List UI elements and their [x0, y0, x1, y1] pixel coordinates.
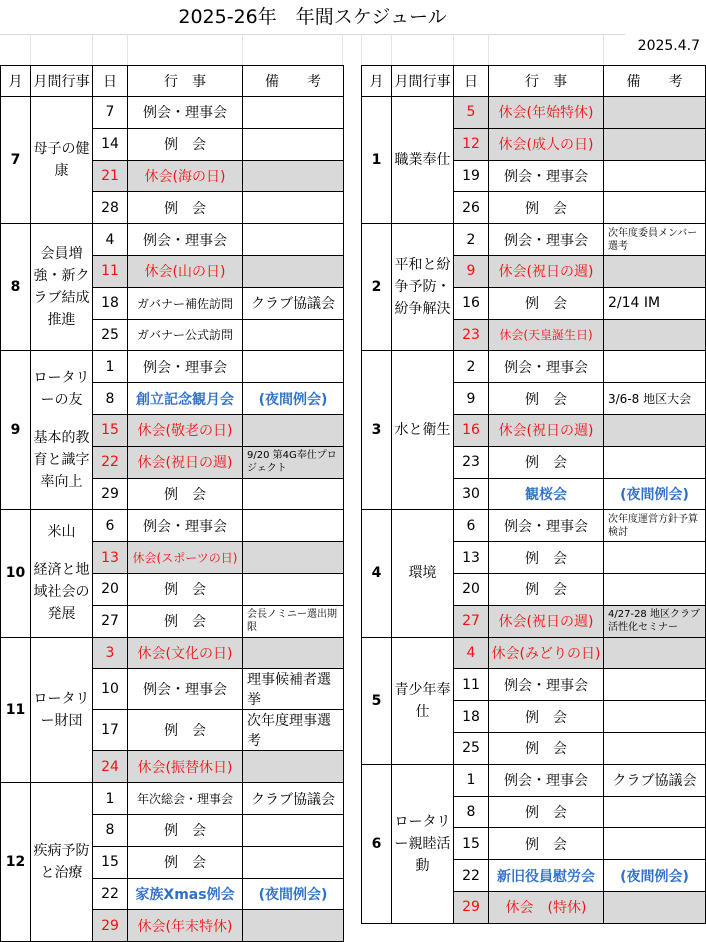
- event-cell: 例 会: [128, 573, 243, 605]
- event-cell: 例 会: [489, 383, 604, 415]
- note-cell: [604, 255, 706, 287]
- event-cell: 例 会: [489, 542, 604, 574]
- event-cell: 休会(海の日): [128, 160, 243, 192]
- day-cell: 22: [93, 446, 128, 478]
- note-cell: [604, 701, 706, 733]
- event-cell: 休会(敬老の日): [128, 414, 243, 446]
- day-cell: 23: [454, 319, 489, 351]
- schedule-row: [1, 637, 344, 669]
- day-cell: 3: [93, 637, 128, 669]
- note-cell: [604, 542, 706, 574]
- note-cell: 次年度委員メンバー選考: [604, 224, 706, 256]
- note-cell: [604, 414, 706, 446]
- note-cell: [243, 814, 344, 846]
- month-cell: 1: [362, 97, 392, 224]
- day-cell: 27: [454, 605, 489, 637]
- note-cell: [243, 319, 344, 351]
- month-cell: 10: [1, 510, 31, 637]
- header-month: 月: [1, 66, 31, 97]
- event-cell: ガバナー公式訪問: [128, 319, 243, 351]
- header-month: 月: [362, 66, 392, 97]
- event-cell: 例会・理事会: [489, 351, 604, 383]
- header-event: 行 事: [128, 66, 243, 97]
- day-cell: 19: [454, 160, 489, 192]
- schedule-row: [1, 224, 344, 256]
- day-cell: 1: [454, 764, 489, 796]
- note-cell: [243, 128, 344, 160]
- page-title: 2025-26年 年間スケジュール: [0, 0, 625, 35]
- note-cell: [243, 351, 344, 383]
- schedule-row: [1, 97, 344, 129]
- monthly-theme: [392, 97, 454, 224]
- event-cell: 観桜会: [489, 478, 604, 510]
- month-cell: 5: [362, 637, 392, 764]
- day-cell: 20: [454, 573, 489, 605]
- month-cell: 3: [362, 351, 392, 510]
- event-cell: 例会・理事会: [489, 764, 604, 796]
- day-cell: 29: [93, 478, 128, 510]
- note-cell: [604, 891, 706, 923]
- event-cell: 例 会: [489, 573, 604, 605]
- day-cell: 9: [454, 383, 489, 415]
- day-cell: 29: [93, 910, 128, 942]
- schedule-row: [362, 510, 706, 542]
- header-note: 備 考: [604, 66, 706, 97]
- day-cell: 15: [93, 846, 128, 878]
- theme-text: 会員増強・新クラブ結成推進: [33, 246, 90, 329]
- theme-text: 経済と地域社会の発展: [33, 562, 90, 623]
- note-cell: [604, 573, 706, 605]
- note-cell: [604, 446, 706, 478]
- note-cell: クラブ協議会: [243, 287, 344, 319]
- day-cell: 7: [93, 97, 128, 129]
- schedule-row: [362, 224, 706, 256]
- event-cell: 家族Xmas例会: [128, 878, 243, 910]
- day-cell: 4: [93, 224, 128, 256]
- event-cell: 休会(祝日の週): [489, 605, 604, 637]
- event-cell: 例 会: [489, 732, 604, 764]
- day-cell: 1: [93, 783, 128, 815]
- note-cell: (夜間例会): [243, 878, 344, 910]
- day-cell: 27: [93, 605, 128, 637]
- theme-text: 水と衛生: [394, 422, 451, 439]
- day-cell: 8: [93, 383, 128, 415]
- event-cell: 例会・理事会: [128, 510, 243, 542]
- theme-text: 基本的教育と識字率向上: [33, 430, 90, 491]
- day-cell: 4: [454, 637, 489, 669]
- event-cell: 例 会: [128, 814, 243, 846]
- note-cell: [604, 97, 706, 129]
- month-cell: 8: [1, 224, 31, 351]
- note-cell: 次年度理事選考: [243, 710, 344, 751]
- month-cell: 7: [1, 97, 31, 224]
- event-cell: 例会・理事会: [128, 669, 243, 710]
- day-cell: 25: [93, 319, 128, 351]
- day-cell: 26: [454, 192, 489, 224]
- day-cell: 23: [454, 446, 489, 478]
- day-cell: 24: [93, 751, 128, 783]
- note-cell: クラブ協議会: [243, 783, 344, 815]
- day-cell: 28: [93, 192, 128, 224]
- monthly-theme: [392, 764, 454, 923]
- note-cell: 理事候補者選挙: [243, 669, 344, 710]
- event-cell: 例 会: [489, 192, 604, 224]
- note-cell: (夜間例会): [604, 860, 706, 892]
- note-cell: [243, 160, 344, 192]
- theme-text: 環境: [408, 565, 437, 582]
- note-cell: 2/14 IM: [604, 287, 706, 319]
- event-cell: 例 会: [489, 796, 604, 828]
- event-cell: 例 会: [128, 478, 243, 510]
- note-cell: [604, 192, 706, 224]
- note-cell: 会長ノミニー選出期限: [243, 605, 344, 637]
- day-cell: 6: [454, 510, 489, 542]
- note-cell: [604, 637, 706, 669]
- note-cell: 9/20 第4G奉仕プロジェクト: [243, 446, 344, 478]
- monthly-theme: [31, 351, 93, 510]
- header-theme: 月間行事: [392, 66, 454, 97]
- note-cell: [243, 573, 344, 605]
- note-cell: 次年度運営方針予算検討: [604, 510, 706, 542]
- event-cell: 休会(成人の日): [489, 128, 604, 160]
- monthly-theme: [31, 510, 93, 637]
- month-cell: 2: [362, 224, 392, 351]
- event-cell: 年次総会・理事会: [128, 783, 243, 815]
- day-cell: 21: [93, 160, 128, 192]
- note-cell: 4/27-28 地区クラブ活性化セミナー: [604, 605, 706, 637]
- event-cell: 例 会: [489, 701, 604, 733]
- note-cell: (夜間例会): [604, 478, 706, 510]
- day-cell: 5: [454, 97, 489, 129]
- event-cell: 休会(年始特休): [489, 97, 604, 129]
- note-cell: [243, 846, 344, 878]
- event-cell: 例会・理事会: [489, 510, 604, 542]
- event-cell: 休会(祝日の週): [489, 255, 604, 287]
- note-cell: [604, 160, 706, 192]
- event-cell: 休会(文化の日): [128, 637, 243, 669]
- event-cell: 例会・理事会: [128, 224, 243, 256]
- schedule-row: [362, 764, 706, 796]
- header-row: [1, 66, 344, 97]
- header-day: 日: [93, 66, 128, 97]
- day-cell: 11: [93, 255, 128, 287]
- day-cell: 18: [93, 287, 128, 319]
- day-cell: 22: [93, 878, 128, 910]
- event-cell: 例会・理事会: [128, 97, 243, 129]
- event-cell: 新旧役員慰労会: [489, 860, 604, 892]
- monthly-theme: [392, 224, 454, 351]
- day-cell: 2: [454, 224, 489, 256]
- month-cell: 6: [362, 764, 392, 923]
- schedule-row: [1, 351, 344, 383]
- day-cell: 10: [93, 669, 128, 710]
- event-cell: 休会(スポーツの日): [128, 542, 243, 574]
- day-cell: 9: [454, 255, 489, 287]
- header-event: 行 事: [489, 66, 604, 97]
- note-cell: [243, 910, 344, 942]
- theme-text: 米山: [47, 524, 76, 541]
- day-cell: 25: [454, 732, 489, 764]
- event-cell: 休会(みどりの日): [489, 637, 604, 669]
- event-cell: 例 会: [489, 828, 604, 860]
- note-cell: [243, 414, 344, 446]
- note-cell: 3/6-8 地区大会: [604, 383, 706, 415]
- month-cell: 9: [1, 351, 31, 510]
- day-cell: 12: [454, 128, 489, 160]
- event-cell: 例 会: [128, 192, 243, 224]
- day-cell: 18: [454, 701, 489, 733]
- note-cell: [604, 732, 706, 764]
- day-cell: 20: [93, 573, 128, 605]
- event-cell: 例 会: [128, 605, 243, 637]
- event-cell: 例会・理事会: [489, 160, 604, 192]
- day-cell: 1: [93, 351, 128, 383]
- day-cell: 16: [454, 287, 489, 319]
- note-cell: [604, 669, 706, 701]
- revision-date: 2025.4.7: [637, 38, 700, 54]
- event-cell: 例 会: [489, 287, 604, 319]
- day-cell: 15: [93, 414, 128, 446]
- day-cell: 14: [93, 128, 128, 160]
- event-cell: 例 会: [489, 446, 604, 478]
- theme-text: ロータリー親睦活動: [394, 813, 451, 874]
- note-cell: クラブ協議会: [604, 764, 706, 796]
- event-cell: 例会・理事会: [128, 351, 243, 383]
- schedule-table-left: [0, 65, 344, 942]
- schedule-table-right: [361, 65, 706, 924]
- monthly-theme: [392, 637, 454, 764]
- note-cell: [243, 478, 344, 510]
- theme-text: 平和と紛争予防・紛争解決: [394, 257, 451, 318]
- month-cell: 12: [1, 783, 31, 942]
- day-cell: 11: [454, 669, 489, 701]
- event-cell: 休会(祝日の週): [489, 414, 604, 446]
- monthly-theme: [392, 510, 454, 637]
- monthly-theme: [31, 637, 93, 783]
- monthly-theme: [31, 783, 93, 942]
- theme-text: 母子の健康: [33, 141, 90, 180]
- header-row: [362, 66, 706, 97]
- event-cell: 休会(山の日): [128, 255, 243, 287]
- note-cell: (夜間例会): [243, 383, 344, 415]
- day-cell: 16: [454, 414, 489, 446]
- note-cell: [243, 637, 344, 669]
- day-cell: 15: [454, 828, 489, 860]
- day-cell: 2: [454, 351, 489, 383]
- event-cell: ガバナー補佐訪問: [128, 287, 243, 319]
- note-cell: [604, 828, 706, 860]
- event-cell: 例会・理事会: [489, 224, 604, 256]
- note-cell: [604, 319, 706, 351]
- day-cell: 29: [454, 891, 489, 923]
- event-cell: 例会・理事会: [489, 669, 604, 701]
- theme-text: ロータリー財団: [33, 690, 90, 729]
- event-cell: 休会(天皇誕生日): [489, 319, 604, 351]
- schedule-row: [1, 510, 344, 542]
- day-cell: 17: [93, 710, 128, 751]
- event-cell: 休会(祝日の週): [128, 446, 243, 478]
- event-cell: 例 会: [128, 710, 243, 751]
- note-cell: [604, 351, 706, 383]
- day-cell: 30: [454, 478, 489, 510]
- monthly-theme: [31, 97, 93, 224]
- day-cell: 13: [454, 542, 489, 574]
- note-cell: [604, 128, 706, 160]
- schedule-row: [362, 351, 706, 383]
- monthly-theme: [31, 224, 93, 351]
- schedule-row: [1, 783, 344, 815]
- event-cell: 例 会: [128, 128, 243, 160]
- event-cell: 例 会: [128, 846, 243, 878]
- note-cell: [604, 796, 706, 828]
- note-cell: [243, 751, 344, 783]
- day-cell: 22: [454, 860, 489, 892]
- header-note: 備 考: [243, 66, 344, 97]
- day-cell: 8: [454, 796, 489, 828]
- event-cell: 休会 (特休): [489, 891, 604, 923]
- day-cell: 8: [93, 814, 128, 846]
- monthly-theme: [392, 351, 454, 510]
- schedule-row: [362, 97, 706, 129]
- theme-text: 職業奉仕: [394, 152, 451, 169]
- theme-text: 疾病予防と治療: [33, 843, 90, 882]
- day-cell: 6: [93, 510, 128, 542]
- note-cell: [243, 224, 344, 256]
- note-cell: [243, 542, 344, 574]
- theme-text: 青少年奉仕: [394, 681, 451, 720]
- theme-text: ロータリーの友: [33, 370, 90, 409]
- header-day: 日: [454, 66, 489, 97]
- note-cell: [243, 255, 344, 287]
- note-cell: [243, 510, 344, 542]
- schedule-row: [362, 637, 706, 669]
- note-cell: [243, 97, 344, 129]
- month-cell: 4: [362, 510, 392, 637]
- day-cell: 13: [93, 542, 128, 574]
- note-cell: [243, 192, 344, 224]
- header-theme: 月間行事: [31, 66, 93, 97]
- event-cell: 休会(年末特休): [128, 910, 243, 942]
- event-cell: 休会(振替休日): [128, 751, 243, 783]
- event-cell: 創立記念観月会: [128, 383, 243, 415]
- month-cell: 11: [1, 637, 31, 783]
